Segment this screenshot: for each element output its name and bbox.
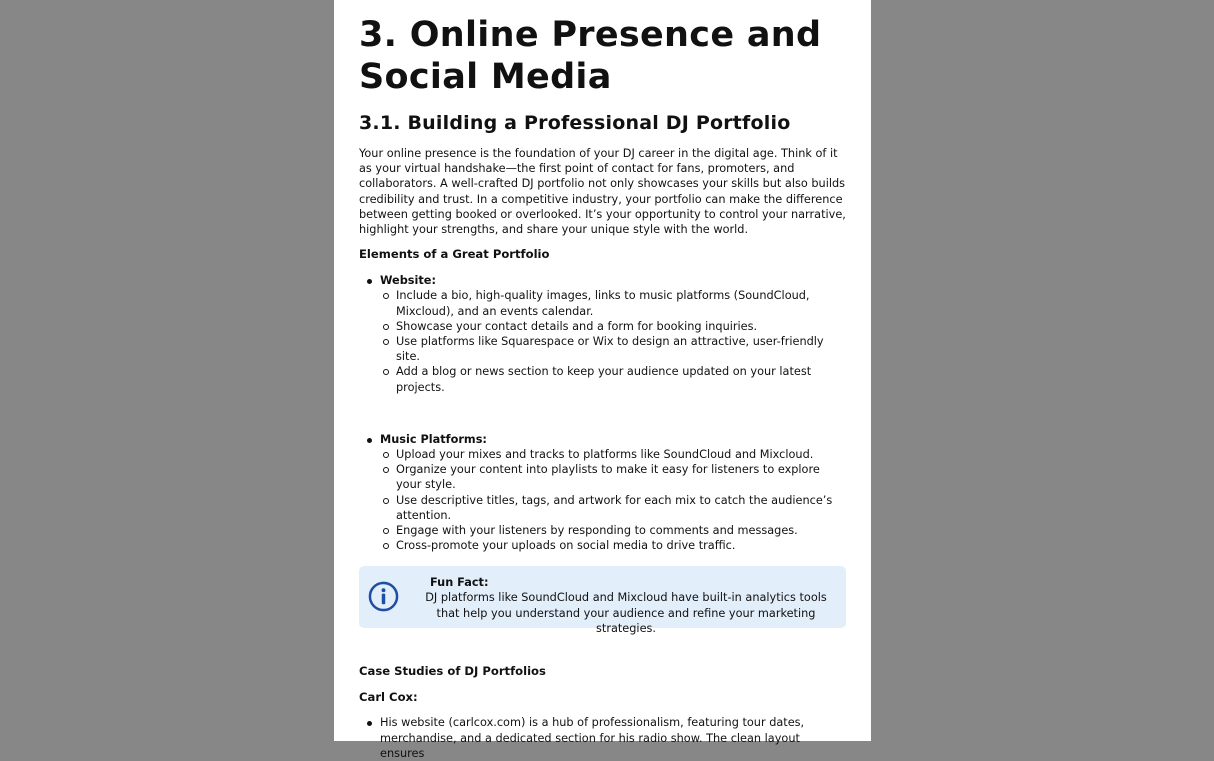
list-item: Use descriptive titles, tags, and artwork for each mix to catch the audience’s attention. <box>380 493 846 523</box>
list-item: His website (carlcox.com) is a hub of professionalism, featuring tour dates, merchandise, and a dedicated section for his radio show. The clean layout ensures <box>359 715 846 761</box>
music-platforms-title: Music Platforms: <box>380 432 487 446</box>
fun-fact-title: Fun Fact: <box>430 576 489 590</box>
website-title: Website: <box>380 274 436 288</box>
page-content <box>334 14 871 761</box>
list-item: Showcase your contact details and a form for booking inquiries. <box>380 319 846 334</box>
intro-paragraph: Your online presence is the foundation of your DJ career in the digital age. Think of it as your virtual handshake—the first point of contact for fans, promoters, and collaborators. A well-crafted DJ portfolio not only showcases your skills but also builds credibility and trust. In a competitive industry, your portfolio can make the difference between getting booked or overlooked. It’s your opportunity to control your narrative, highlight your strengths, and share your unique style with the world. <box>359 147 846 237</box>
list-item-music-platforms <box>359 432 846 554</box>
info-icon <box>368 581 399 612</box>
fun-fact-callout <box>359 566 846 635</box>
list-item-website <box>359 273 846 395</box>
elements-list <box>359 273 846 553</box>
elements-heading: Elements of a Great Portfolio <box>359 247 550 262</box>
music-platforms-sublist <box>380 447 846 553</box>
section-title: 3.1. Building a Professional DJ Portfolio <box>359 112 791 134</box>
list-item: Upload your mixes and tracks to platforms like SoundCloud and Mixcloud. <box>380 447 846 462</box>
list-item: Include a bio, high-quality images, links to music platforms (SoundCloud, Mixcloud), and an events calendar. <box>380 288 846 318</box>
chapter-title: 3. Online Presence and Social Media <box>359 15 822 97</box>
list-item: Engage with your listeners by responding to comments and messages. <box>380 523 846 538</box>
list-item: Organize your content into playlists to make it easy for listeners to explore your style. <box>380 462 846 492</box>
list-item: Add a blog or news section to keep your audience updated on your latest projects. <box>380 364 846 394</box>
case-studies-heading: Case Studies of DJ Portfolios <box>359 664 546 679</box>
website-sublist <box>380 288 846 394</box>
document-page <box>334 0 871 760</box>
carl-cox-heading: Carl Cox: <box>359 690 418 705</box>
list-item: Cross-promote your uploads on social media to drive traffic. <box>380 538 846 553</box>
carl-cox-list <box>359 715 846 761</box>
fun-fact-text: DJ platforms like SoundCloud and Mixcloud have built-in analytics tools that help you understand your audience and refine your marketing strategies. <box>425 591 827 635</box>
list-item: Use platforms like Squarespace or Wix to design an attractive, user-friendly site. <box>380 334 846 364</box>
